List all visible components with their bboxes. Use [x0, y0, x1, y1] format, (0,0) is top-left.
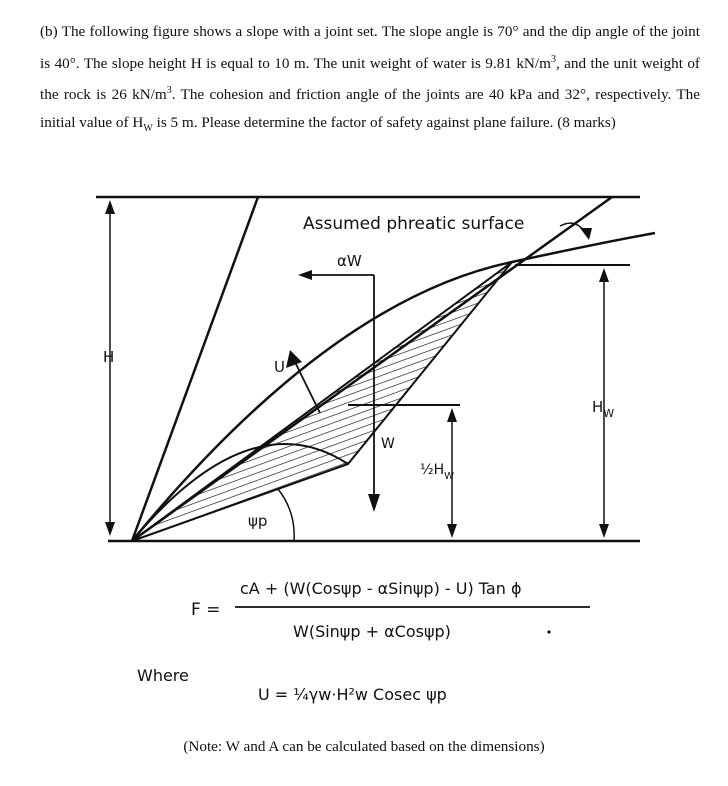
u-label: U [274, 358, 285, 376]
formula-denominator: W(Sinψp + αCosψp) [293, 622, 451, 641]
u-equation: U = ¼γw·H²w Cosec ψp [258, 685, 447, 704]
superscript-3: 3 [550, 53, 556, 65]
subscript-w: W [143, 122, 153, 134]
psi-label: ψp [248, 512, 268, 530]
aw-label: αW [337, 252, 362, 270]
where-label: Where [137, 666, 189, 685]
question-part-3: . The cohesion and friction angle of the joints are 40 kPa and 32°, respectively. The initial value of H [40, 86, 700, 131]
w-label: W [381, 436, 395, 452]
question-part-4: is 5 m. Please determine the factor of safety against plane failure. (8 marks) [152, 113, 616, 131]
formula-numerator: cA + (W(Cosψp - αSinψp) - U) Tan ϕ [240, 579, 522, 598]
f-label: F = [191, 600, 221, 620]
question-part-2: , and the unit weight of the rock is 26 kN/m [40, 54, 700, 104]
superscript-3b: 3 [166, 85, 172, 97]
hw-label: $H_W$ [592, 398, 615, 420]
phreatic-label: Assumed phreatic surface [303, 214, 525, 234]
h-label: H [103, 348, 115, 366]
psi-arc [278, 489, 294, 541]
u-arrow [294, 360, 320, 413]
half-hw-label: $\frac{1}{2}H_W$ [420, 462, 454, 482]
unit-kn-m: kN/m [516, 54, 551, 72]
note-text: (Note: W and A can be calculated based on the dimensions) [183, 738, 545, 755]
question-part-1: (b) The following figure shows a slope with a joint set. The slope angle is 70° and the dip angle of the joint is 40°. The slope height H is equal to 10 m. The unit weight of water is 9.81 [40, 23, 700, 72]
water-pressure-zone [132, 262, 512, 541]
